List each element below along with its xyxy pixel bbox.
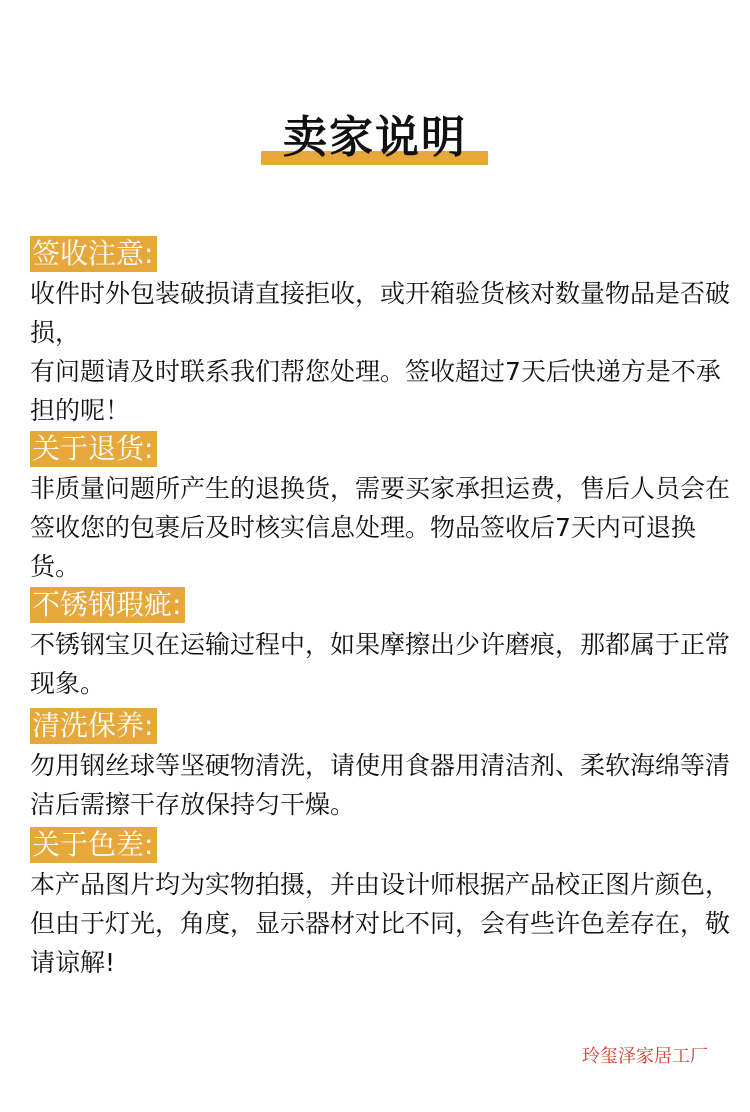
section-paragraph: 有问题请及时联系我们帮您处理。签收超过7天后快递方是不承担的呢！: [30, 357, 721, 425]
section-heading: 关于色差:: [30, 827, 157, 863]
section-steel-flaws: [30, 587, 730, 703]
section-body: [30, 625, 730, 703]
section-color-difference: [30, 827, 730, 982]
section-cleaning-care: [30, 708, 730, 824]
section-paragraph: 勿用钢丝球等坚硬物清洗，请使用食器用清洁剂、柔软海绵等清洁后需擦干存放保持匀干燥。: [30, 751, 731, 819]
section-body: [30, 865, 730, 982]
brand-name: 玲玺泽家居工厂: [582, 1046, 708, 1067]
page-title-block: [0, 108, 750, 170]
section-heading: 签收注意:: [30, 236, 157, 272]
page-title: 卖家说明: [283, 112, 467, 163]
section-paragraph: 收件时外包装破损请直接拒收，或开箱验货核对数量物品是否破损，: [30, 279, 731, 347]
section-heading: 不锈钢瑕疵:: [30, 587, 185, 623]
section-returns: [30, 431, 730, 586]
section-body: [30, 746, 730, 824]
section-heading: 清洗保养:: [30, 708, 157, 744]
section-body: [30, 274, 730, 430]
section-signing-notice: [30, 236, 730, 430]
section-body: [30, 469, 730, 586]
section-paragraph: 不锈钢宝贝在运输过程中，如果摩擦出少许磨痕，那都属于正常现象。: [30, 630, 731, 698]
section-paragraph: 本产品图片均为实物拍摄，并由设计师根据产品校正图片颜色，但由于灯光，角度，显示器材对比不同，会有些许色差存在，敬请谅解!: [30, 870, 731, 977]
section-paragraph: 非质量问题所产生的退换货，需要买家承担运费，售后人员会在签收您的包裹后及时核实信息处理。物品签收后7天内可退换货。: [30, 474, 731, 581]
section-heading: 关于退货:: [30, 431, 157, 467]
